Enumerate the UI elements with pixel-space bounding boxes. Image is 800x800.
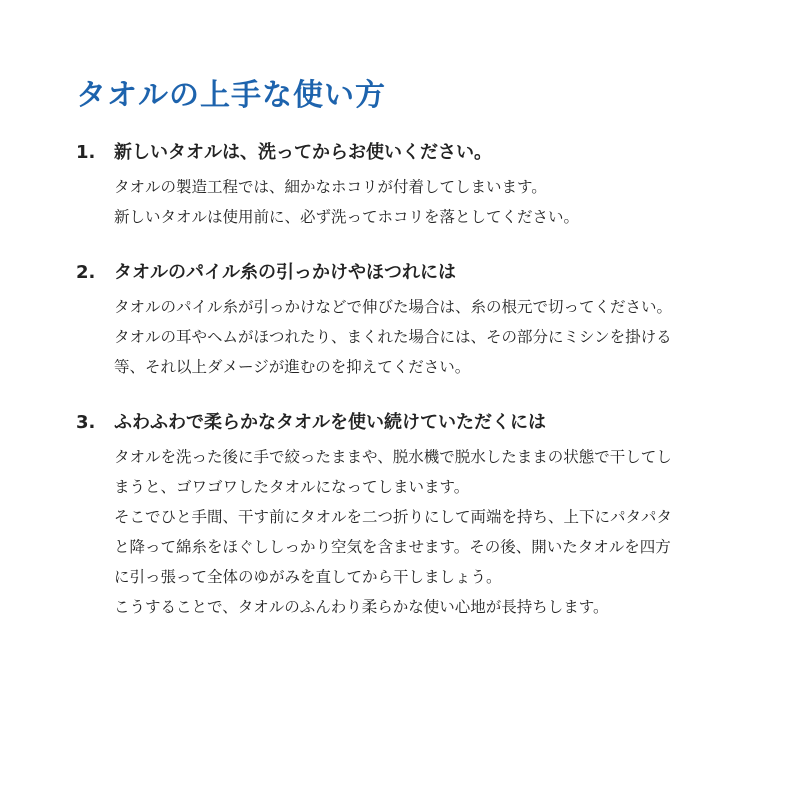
body-line: と降って綿糸をほぐししっかり空気を含ませます。その後、開いたタオルを四方 [114,538,671,556]
section-body [114,442,756,622]
body-line: タオルのパイル糸が引っかけなどで伸びた場合は、糸の根元で切ってください。 [114,298,673,316]
section-2 [76,258,756,382]
section-body [114,292,756,382]
section-number: 3. [76,412,96,433]
body-line: そこでひと手間、干す前にタオルを二つ折りにして両端を持ち、上下にパタパタ [114,508,672,526]
section-heading [76,258,756,288]
section-heading-text: タオルのパイル糸の引っかけやほつれには [114,262,456,283]
section-heading-text: ふわふわで柔らかなタオルを使い続けていただくには [114,412,546,433]
body-line: まうと、ゴワゴワしたタオルになってしまいます。 [114,478,470,496]
section-body [114,172,756,232]
section-1 [76,138,756,232]
body-line: に引っ張って全体のゆがみを直してから干しましょう。 [114,568,502,586]
body-line: タオルの耳やヘムがほつれたり、まくれた場合には、その部分にミシンを掛ける [114,328,672,346]
page-title: タオルの上手な使い方 [76,78,386,113]
section-number: 1. [76,142,96,163]
body-line: タオルの製造工程では、細かなホコリが付着してしまいます。 [114,178,547,196]
section-3 [76,408,756,622]
section-heading-text: 新しいタオルは、洗ってからお使いください。 [114,142,492,163]
body-line: 等、それ以上ダメージが進むのを抑えてください。 [114,358,471,376]
section-heading [76,138,756,168]
body-line: 新しいタオルは使用前に、必ず洗ってホコリを落としてください。 [114,208,580,226]
body-line: こうすることで、タオルのふんわり柔らかな使い心地が長持ちします。 [114,598,609,616]
section-heading [76,408,756,438]
body-line: タオルを洗った後に手で絞ったままや、脱水機で脱水したままの状態で干してし [114,448,672,466]
section-number: 2. [76,262,96,283]
